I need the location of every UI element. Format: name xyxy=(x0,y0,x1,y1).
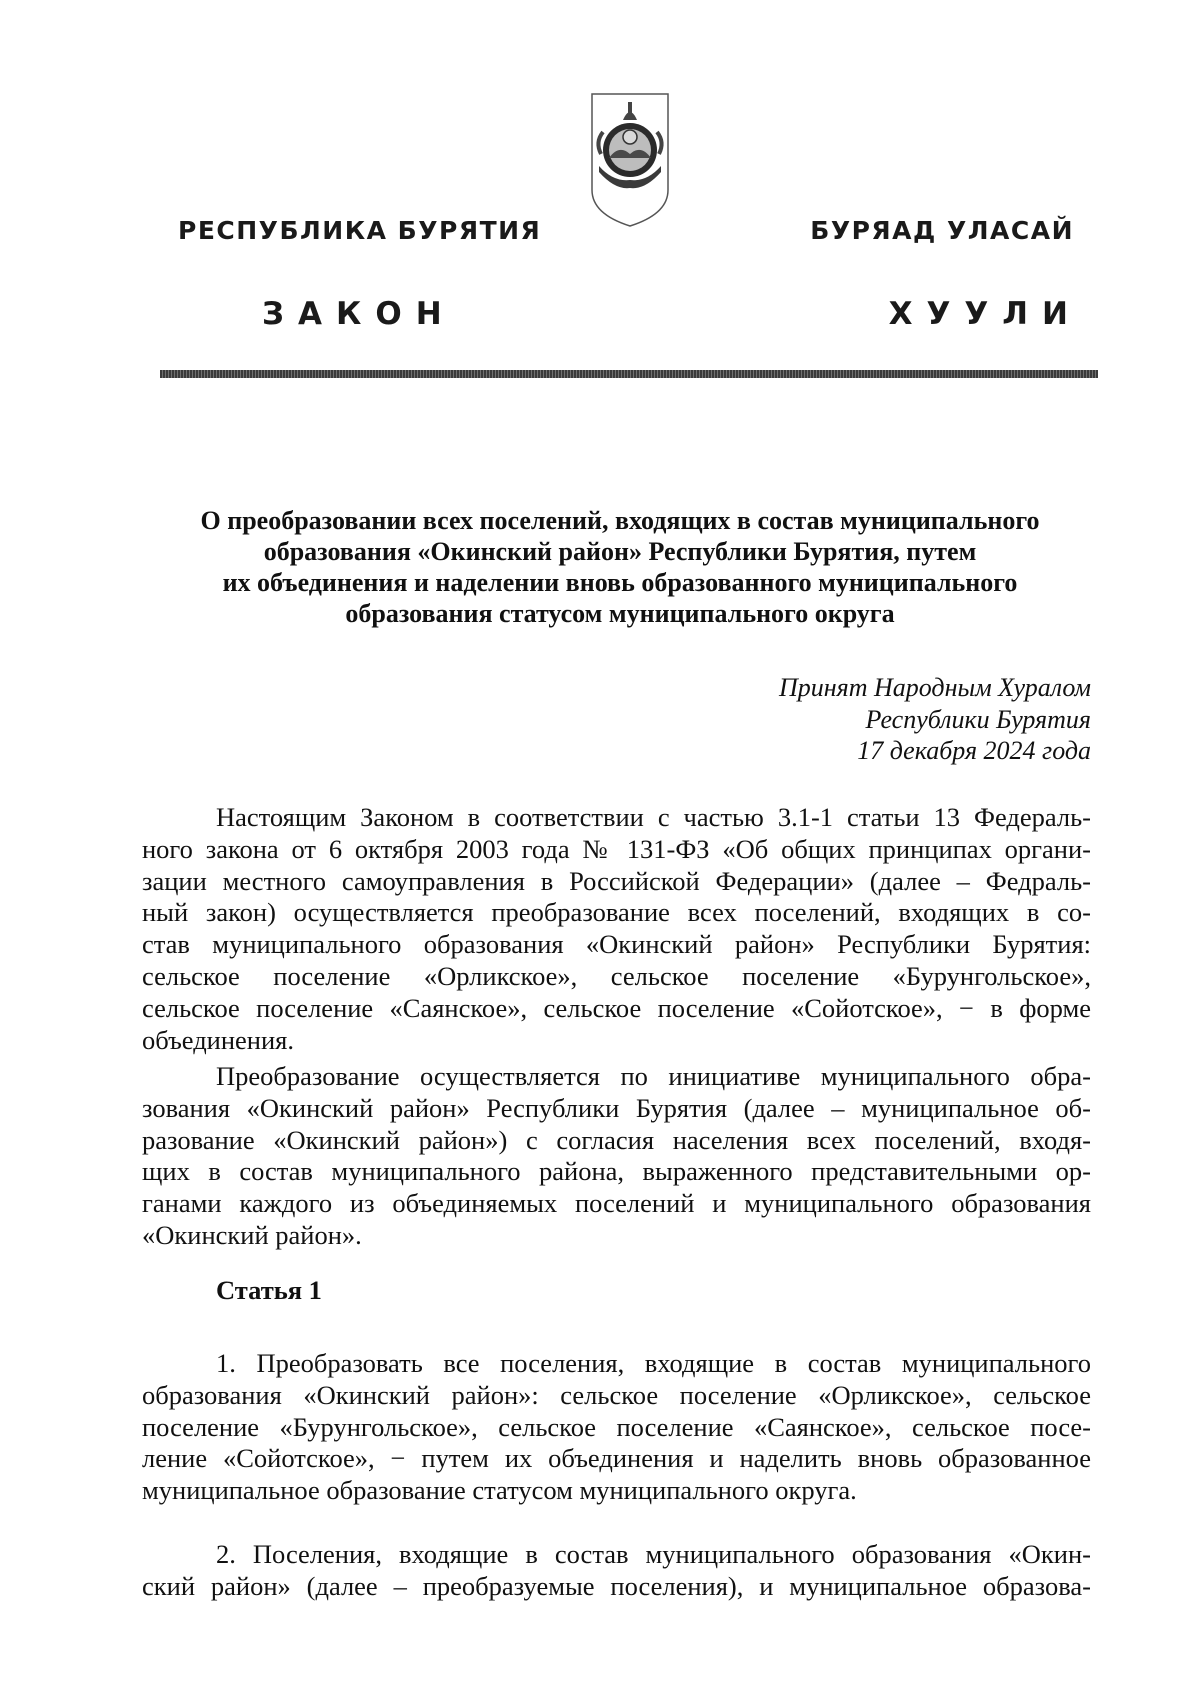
adoption-note xyxy=(779,672,1091,767)
title-line: образования «Окинский район» Республики Бурятия, путем xyxy=(263,537,977,566)
adoption-date: 17 декабря 2024 года xyxy=(857,736,1091,765)
article1-item1 xyxy=(142,1348,1091,1507)
republic-name-ru: РЕСПУБЛИКА БУРЯТИЯ xyxy=(178,216,542,245)
text-line: щих в состав муниципального района, выраженного представительными ор- xyxy=(142,1156,1091,1187)
text-line: Настоящим Законом в соответствии с частью 3.1-1 статьи 13 Федераль- xyxy=(216,802,1091,832)
title-line: О преобразовании всех поселений, входящих в состав муниципального xyxy=(200,506,1040,535)
text-line: разование «Окинский район») с согласия населения всех поселений, входя- xyxy=(142,1124,1091,1155)
text-line: 1. Преобразовать все поселения, входящие в состав муниципального xyxy=(216,1348,1091,1378)
title-line: образования статусом муниципального округа xyxy=(345,599,895,628)
law-label-bua: ХУУЛИ xyxy=(888,296,1082,332)
law-label-ru: ЗАКОН xyxy=(262,296,456,332)
text-line: «Окинский район». xyxy=(142,1219,362,1250)
text-line: зации местного самоуправления в Российской Федерации» (далее – Федраль- xyxy=(142,865,1091,896)
adoption-line: Республики Бурятия xyxy=(865,704,1091,734)
adoption-line: Принят Народным Хуралом xyxy=(778,673,1091,702)
text-line: сельское поселение «Саянское», сельское поселение «Сойотское», − в форме xyxy=(142,992,1091,1023)
text-line: зования «Окинский район» Республики Бурятия (далее – муниципальное об- xyxy=(142,1092,1091,1123)
text-line: 2. Поселения, входящие в состав муниципального образования «Окин- xyxy=(216,1539,1091,1569)
text-line: муниципальное образование статусом муниципального округа. xyxy=(142,1475,857,1506)
republic-name-bua: БУРЯАД УЛАСАЙ xyxy=(810,216,1074,245)
coat-of-arms-icon xyxy=(589,92,671,228)
text-line: ский район» (далее – преобразуемые поселения), и муниципальное образова- xyxy=(142,1570,1091,1601)
title-line: их объединения и наделении вновь образованного муниципального xyxy=(222,568,1018,597)
text-line: объединения. xyxy=(142,1024,294,1055)
article1-item2 xyxy=(142,1539,1091,1603)
text-line: образования «Окинский район»: сельское поселение «Орликское», сельское xyxy=(142,1379,1091,1410)
text-line: ный закон) осуществляется преобразование всех поселений, входящих в со- xyxy=(142,897,1091,928)
header-divider xyxy=(160,370,1098,378)
initiative-paragraph xyxy=(142,1061,1091,1252)
text-line: поселение «Бурунгольское», сельское поселение «Саянское», сельское посе- xyxy=(142,1411,1091,1442)
text-line: ного закона от 6 октября 2003 года № 131-ФЗ «Об общих принципах органи- xyxy=(142,833,1091,864)
text-line: ление «Сойотское», − путем их объединения и наделить вновь образованное xyxy=(142,1443,1091,1474)
text-line: став муниципального образования «Окинский район» Республики Бурятия: xyxy=(142,929,1091,960)
text-line: ганами каждого из объединяемых поселений и муниципального образования xyxy=(142,1188,1091,1219)
article-heading: Статья 1 xyxy=(216,1275,322,1305)
text-line: Преобразование осуществляется по инициативе муниципального обра- xyxy=(216,1061,1091,1091)
text-line: сельское поселение «Орликское», сельское поселение «Бурунгольское», xyxy=(142,960,1091,991)
law-title xyxy=(140,505,1100,629)
preamble-paragraph xyxy=(142,802,1091,1056)
